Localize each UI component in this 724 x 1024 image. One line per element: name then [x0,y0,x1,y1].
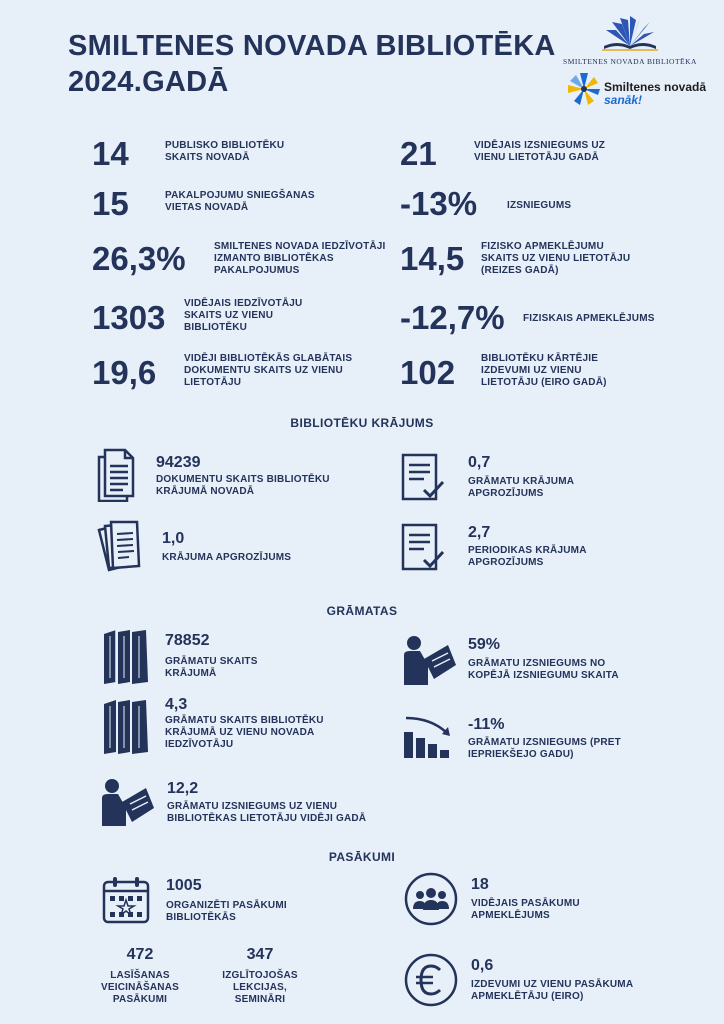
papers-icon [95,520,145,572]
pasakumi-value: 18 [471,876,489,893]
library-logo-text: SMILTENES NOVADA BIBLIOTĒKA [563,57,697,66]
gramatas-label: GRĀMATU IZSNIEGUMS (PRET IEPRIEKŠEJO GADU) [468,737,621,760]
checklist-icon [400,452,446,502]
municipality-logo [566,70,706,110]
krajums-label: KRĀJUMA APGROZĪJUMS [162,552,292,563]
document-icon [95,448,137,502]
stat-value: -12,7% [400,299,505,336]
stat-label: PAKALPOJUMU SNIEGŠANAS VIETAS NOVADĀ [165,190,315,213]
pasakumi-value: 1005 [166,877,202,894]
stat-label: FIZISKO APMEKLĒJUMU SKAITS UZ VIENU LIETOTĀJU (REIZES GADĀ) [481,241,631,276]
stat-label: FIZISKAIS APMEKLĒJUMS [523,313,655,324]
audience-icon [404,872,458,926]
page-title [68,28,556,100]
reader-icon [100,778,156,828]
pasakumi-value: 472 [126,946,154,963]
krajums-value: 2,7 [468,524,491,541]
checklist-icon [400,522,446,572]
title-line-1: SMILTENES NOVADA BIBLIOTĒKA [68,30,556,62]
stat-label: SMILTENES NOVADA IEDZĪVOTĀJI IZMANTO BIBLIOTĒKAS PAKALPOJUMUS [214,241,386,276]
gramatas-label: GRĀMATU SKAITS KRĀJUMĀ [165,656,258,679]
municipality-logo-line1: Smiltenes novadā [604,80,707,94]
pasakumi-label: VIDĒJAIS PASĀKUMU APMEKLĒJUMS [471,898,580,921]
stat-value: 19,6 [92,354,157,391]
stat-value: 14 [92,135,129,172]
gramatas-value: 4,3 [165,696,188,713]
gramatas-value: 78852 [165,632,210,649]
gramatas-value: 12,2 [167,780,199,797]
stat-label: VIDĒJAIS IZSNIEGUMS UZ VIENU LIETOTĀJU GADĀ [474,140,606,163]
pasakumi-label: LASĪŠANAS VEICINĀŠANAS PASĀKUMI [101,970,179,1005]
krajums-value: 1,0 [162,530,185,547]
stat-label: VIDĒJAIS IEDZĪVOTĀJU SKAITS UZ VIENU BIBLIOTĒKU [184,298,303,333]
pasakumi-label: IZGLĪTOJOŠAS LEKCIJAS, SEMINĀRI [222,970,298,1005]
section-title-krajums: BIBLIOTĒKU KRĀJUMS [290,416,434,430]
krajums-label: PERIODIKAS KRĀJUMA APGROZĪJUMS [468,545,587,568]
stat-value: 15 [92,185,129,222]
gramatas-label: GRĀMATU IZSNIEGUMS NO KOPĒJĀ IZSNIEGUMU SKAITA [468,658,619,681]
stat-value: 14,5 [400,240,465,277]
gramatas-value: 59% [468,636,501,653]
gramatas-label: GRĀMATU SKAITS BIBLIOTĒKU KRĀJUMĀ UZ VIENU NOVADA IEDZĪVOTĀJU [165,715,324,750]
stat-value: -13% [400,185,478,222]
pasakumi-value: 0,6 [471,957,494,974]
section-title-pasakumi: PASĀKUMI [328,850,396,864]
stat-label: BIBLIOTĒKU KĀRTĒJIE IZDEVUMI UZ VIENU LIETOTĀJU (EIRO GADĀ) [481,353,607,388]
krajums-value: 0,7 [468,454,491,471]
stat-label: PUBLISKO BIBLIOTĒKU SKAITS NOVADĀ [165,140,285,163]
title-line-2: 2024.GADĀ [68,66,229,98]
section-title-gramatas: GRĀMATAS [326,604,398,618]
stat-value: 1303 [92,299,166,336]
calendar-icon [102,876,150,924]
pasakumi-label: IZDEVUMI UZ VIENU PASĀKUMA APMEKLĒTĀJU (EIRO) [471,979,633,1002]
flower-logo-icon [566,70,602,108]
pasakumi-value: 347 [246,946,274,963]
books-icon [102,698,150,756]
stat-label: VIDĒJI BIBLIOTĒKĀS GLABĀTAIS DOKUMENTU SKAITS UZ VIENU LIETOTĀJU [184,353,353,388]
gramatas-value: -11% [468,716,505,733]
pasakumi-label: ORGANIZĒTI PASĀKUMI BIBLIOTĒKĀS [166,900,287,923]
library-logo [560,16,700,66]
gramatas-label: GRĀMATU IZSNIEGUMS UZ VIENU BIBLIOTĒKAS LIETOTĀJU VIDĒJI GADĀ [167,801,367,824]
books-icon [102,628,150,686]
cornflower-book-icon [560,16,700,52]
reader-icon [402,635,458,687]
krajums-label: DOKUMENTU SKAITS BIBLIOTĒKU KRĀJUMĀ NOVADĀ [156,474,330,497]
stat-value: 26,3% [92,240,186,277]
stat-value: 102 [400,354,456,391]
municipality-logo-line2: sanāk! [604,93,643,107]
stat-value: 21 [400,135,437,172]
euro-icon [404,953,458,1007]
krajums-value: 94239 [156,454,201,471]
stat-label: IZSNIEGUMS [507,200,572,211]
decline-chart-icon [402,712,458,760]
krajums-label: GRĀMATU KRĀJUMA APGROZĪJUMS [468,476,574,499]
